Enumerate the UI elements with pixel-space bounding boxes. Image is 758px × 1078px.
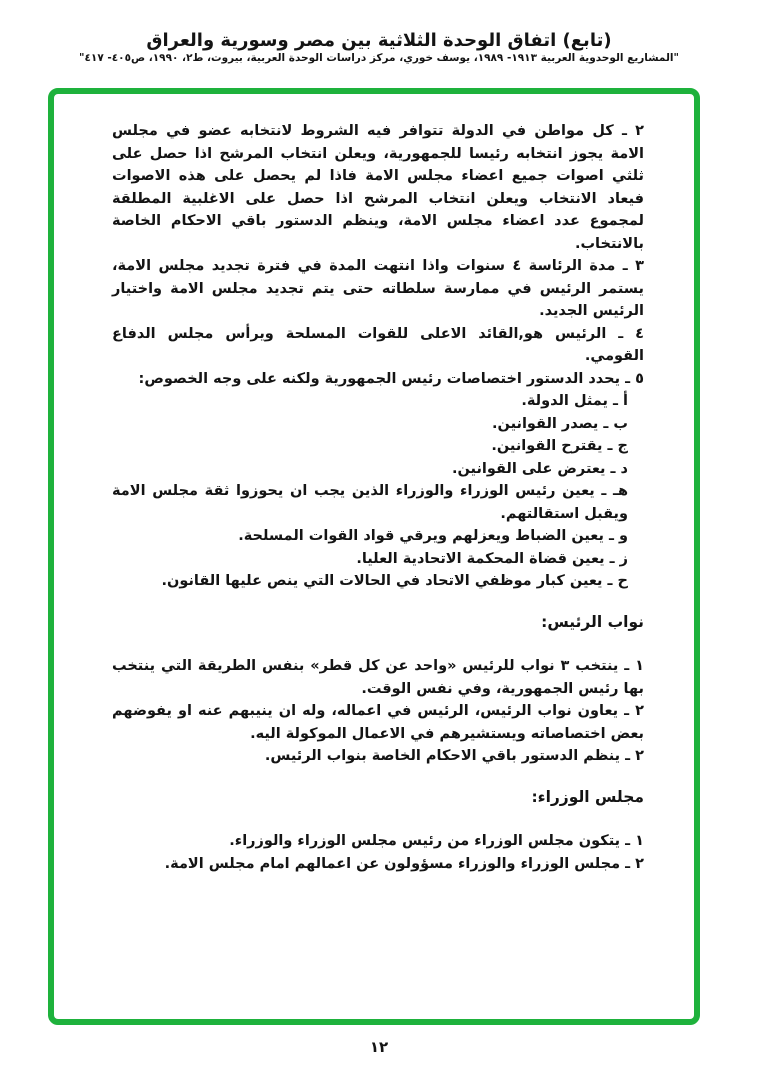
- section-heading: نواب الرئيس:: [541, 612, 644, 631]
- paragraph: ٢ ـ كل مواطن في الدولة تتوافر فيه الشروط لانتخابه عضو في مجلس الامة يجوز انتخابه رئيسا للجمهورية، ويعلن انتخاب المرشح اذا حصل على ثلثي اصوات جميع اعضاء مجلس الامة فاذا لم يحصل على هذه الاصوات فيعاد الانتخاب ويعلن انتخاب المرشح اذا حصل على الاغلبية المطلقة لمجموع عدد اعضاء مجلس الامة، وينظم الدستور باقي الاحكام الخاصة بالانتخاب.: [112, 123, 644, 252]
- paragraph: ب ـ يصدر القوانين.: [492, 415, 628, 432]
- paragraph: ج ـ يقترح القوانين.: [491, 438, 628, 454]
- paragraph: ٢ ـ ينظم الدستور باقي الاحكام الخاصة بنواب الرئيس.: [264, 748, 644, 764]
- paragraph: ح ـ يعين كبار موظفي الاتحاد في الحالات التي ينص عليها القانون.: [161, 573, 628, 589]
- paragraph: ٤ ـ الرئيس هو,القائد الاعلى للقوات المسلحة ويرأس مجلس الدفاع القومي.: [112, 325, 644, 364]
- paragraph: ١ ـ ينتخب ٣ نواب للرئيس «واحد عن كل قطر» بنفس الطريقة التي ينتخب بها رئيس الجمهورية، وفي نفس الوقت.: [112, 658, 644, 697]
- page-number: ١٢: [369, 1038, 389, 1056]
- page-title: (تابع) اتفاق الوحدة الثلاثية بين مصر وسورية والعراق: [146, 30, 612, 52]
- section-heading: مجلس الوزراء:: [531, 787, 644, 806]
- source-citation: "المشاريع الوحدوية العربية ١٩١٣- ١٩٨٩، يوسف خوري، مركز دراسات الوحدة العربية، بيروت، ط٢، ١٩٩٠، ص٤٠٥- ٤١٧": [79, 52, 679, 64]
- paragraph: ز ـ يعين قضاة المحكمة الاتحادية العليا.: [356, 550, 628, 567]
- paragraph: ٢ ـ مجلس الوزراء والوزراء مسؤولون عن اعمالهم امام مجلس الامة.: [164, 855, 644, 872]
- paragraph: ٣ ـ مدة الرئاسة ٤ سنوات واذا انتهت المدة في فترة تجديد مجلس الامة، يستمر الرئيس في ممارسة سلطاته حتى يتم تجديد مجلس الامة واختيار الرئيس الجديد.: [112, 258, 644, 319]
- paragraph: ١ ـ يتكون مجلس الوزراء من رئيس مجلس الوزراء والوزراء.: [229, 833, 644, 849]
- paragraph: و ـ يعين الضباط ويعزلهم ويرقي قواد القوات المسلحة.: [238, 528, 628, 544]
- paragraph: د ـ يعترض على القوانين.: [452, 460, 628, 477]
- content-border-box: [48, 88, 700, 1025]
- paragraph: أ ـ يمثل الدولة.: [521, 393, 628, 409]
- paragraph: ٢ ـ يعاون نواب الرئيس، الرئيس في اعماله، وله ان ينيبهم عنه او يفوضهم بعض اختصاصاته ويستشيرهم في الاعمال الموكولة اليه.: [112, 703, 644, 742]
- paragraph: هـ ـ يعين رئيس الوزراء والوزراء الذين يجب ان يحوزوا ثقة مجلس الامة ويقبل استقالتهم.: [112, 483, 628, 522]
- body-text: [54, 94, 694, 875]
- paragraph: ٥ ـ يحدد الدستور اختصاصات رئيس الجمهورية ولكنه على وجه الخصوص:: [138, 370, 644, 387]
